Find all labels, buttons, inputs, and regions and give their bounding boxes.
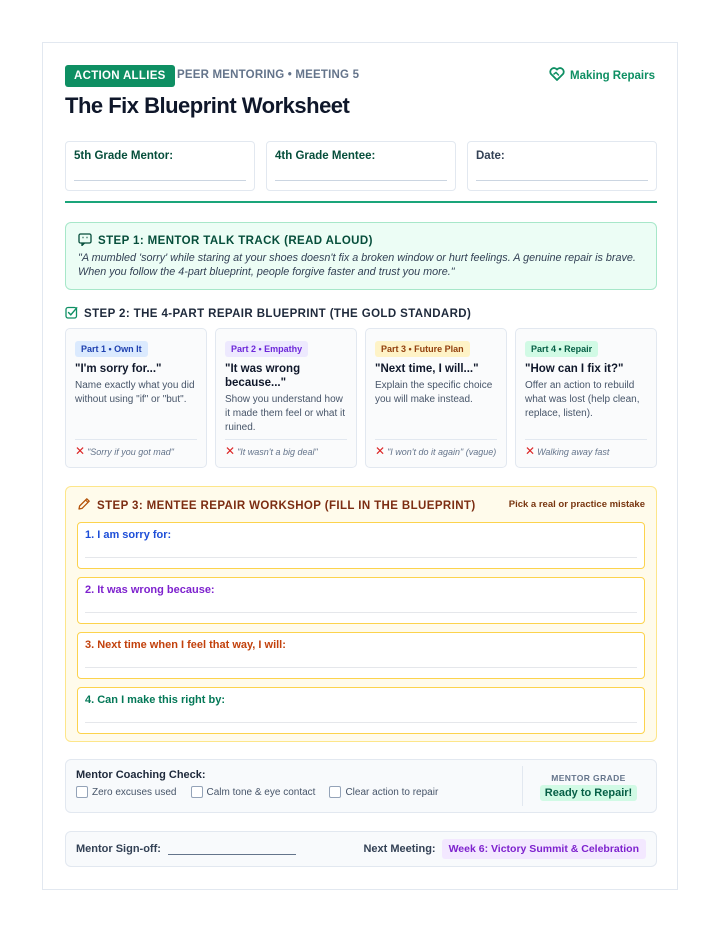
meeting-kicker: PEER MENTORING • MEETING 5 [177,69,360,81]
page-title: The Fix Blueprint Worksheet [65,93,350,118]
card-chip: Part 2 • Empathy [225,341,308,357]
check-clear-action[interactable] [329,786,438,798]
checkbox[interactable] [329,786,341,798]
next-meeting-badge: Week 6: Victory Summit & Celebration [442,839,646,859]
answer-line [85,667,637,668]
brand-label [549,67,655,84]
coaching-title: Mentor Coaching Check: [76,769,206,781]
prompt-make-right[interactable] [77,687,645,734]
card-chip: Part 3 • Future Plan [375,341,470,357]
coaching-check [65,759,657,813]
card-bad-example [225,439,347,458]
card-bad-example [525,439,647,458]
card-title: "Next time, I will..." [375,363,479,375]
mentor-grade [522,766,646,806]
prompt-sorry-for[interactable] [77,522,645,569]
worksheet-page [42,42,678,890]
speech-bubble-icon [78,233,92,249]
card-title: "How can I fix it?" [525,363,624,375]
bad-example-text: Walking away fast [537,447,610,457]
prompt-wrong-because[interactable] [77,577,645,624]
check-label: Calm tone & eye contact [206,786,316,798]
heart-handshake-icon [549,67,565,84]
answer-line [85,722,637,723]
card-chip: Part 1 • Own It [75,341,148,357]
step1-heading [78,233,644,249]
brand-text: Making Repairs [570,69,655,82]
card-bad-example [375,439,497,458]
talk-track-quote: "A mumbled 'sorry' while staring at your shoes doesn't fix a broken window or hurt feelings. A genuine repair is brave. When you follow the 4-part blueprint, people forgive faster and trust you more." [78,252,636,278]
signature-line[interactable] [168,843,296,855]
checkbox[interactable] [191,786,203,798]
mentor-field-line [74,180,246,181]
card-chip: Part 4 • Repair [525,341,598,357]
check-label: Clear action to repair [345,786,439,798]
blueprint-cards [65,328,657,468]
section-divider [65,201,657,203]
step3-note: Pick a real or practice mistake [508,499,645,510]
answer-line [85,612,637,613]
step1-panel [65,222,657,290]
step2-heading [65,306,471,322]
signoff-bar [65,831,657,867]
card-description: Offer an action to rebuild what was lost (help clean, replace, listen). [525,380,640,419]
prompt-label: 1. I am sorry for: [85,529,172,541]
card-title: "It was wrong because..." [225,363,301,389]
cross-icon: ✕ [375,444,386,458]
cross-icon: ✕ [525,444,536,458]
mentee-field[interactable] [266,141,456,191]
answer-line [85,557,637,558]
cross-icon: ✕ [75,444,86,458]
check-calm-tone[interactable] [191,786,316,798]
next-meeting [363,839,646,859]
blueprint-card-empathy [215,328,357,468]
card-description: Name exactly what you did without using "if" or "but". [75,380,195,405]
bad-example-text: "Sorry if you got mad" [87,447,174,457]
blueprint-card-own-it [65,328,207,468]
mentee-field-line [275,180,447,181]
checkbox[interactable] [76,786,88,798]
blueprint-card-future-plan [365,328,507,468]
blueprint-card-repair [515,328,657,468]
step3-heading-text: STEP 3: MENTEE REPAIR WORKSHOP (FILL IN THE BLUEPRINT) [97,499,476,512]
grade-label: MENTOR GRADE [551,773,626,783]
step1-heading-text: STEP 1: MENTOR TALK TRACK (READ ALOUD) [98,235,373,247]
bad-example-text: "I won't do it again" (vague) [387,447,497,457]
card-title: "I'm sorry for..." [75,363,162,375]
date-field-label: Date: [476,150,505,162]
program-badge: ACTION ALLIES [65,65,175,87]
mentee-field-label: 4th Grade Mentee: [275,150,376,162]
check-zero-excuses[interactable] [76,786,177,798]
date-field-line [476,180,648,181]
check-label: Zero excuses used [92,786,177,798]
prompt-label: 3. Next time when I feel that way, I will: [85,639,286,651]
mentor-field-label: 5th Grade Mentor: [74,150,174,162]
cross-icon: ✕ [225,444,236,458]
card-description: Show you understand how it made them feel or what it ruined. [225,394,346,433]
mentor-field[interactable] [65,141,255,191]
step3-panel [65,486,657,742]
signoff-label: Mentor Sign-off: [76,843,161,855]
info-fields [65,141,657,191]
bad-example-text: "It wasn't a big deal" [237,447,318,457]
card-description: Explain the specific choice you will make instead. [375,380,493,405]
prompt-label: 2. It was wrong because: [85,584,215,596]
prompt-next-time[interactable] [77,632,645,679]
grade-badge: Ready to Repair! [540,785,637,801]
card-bad-example [75,439,197,458]
next-meeting-label: Next Meeting: [363,843,436,855]
pencil-icon [77,497,91,514]
date-field[interactable] [467,141,657,191]
step2-heading-text: STEP 2: THE 4-PART REPAIR BLUEPRINT (THE GOLD STANDARD) [84,308,472,320]
prompt-label: 4. Can I make this right by: [85,694,225,706]
checkbox-icon [65,306,78,322]
